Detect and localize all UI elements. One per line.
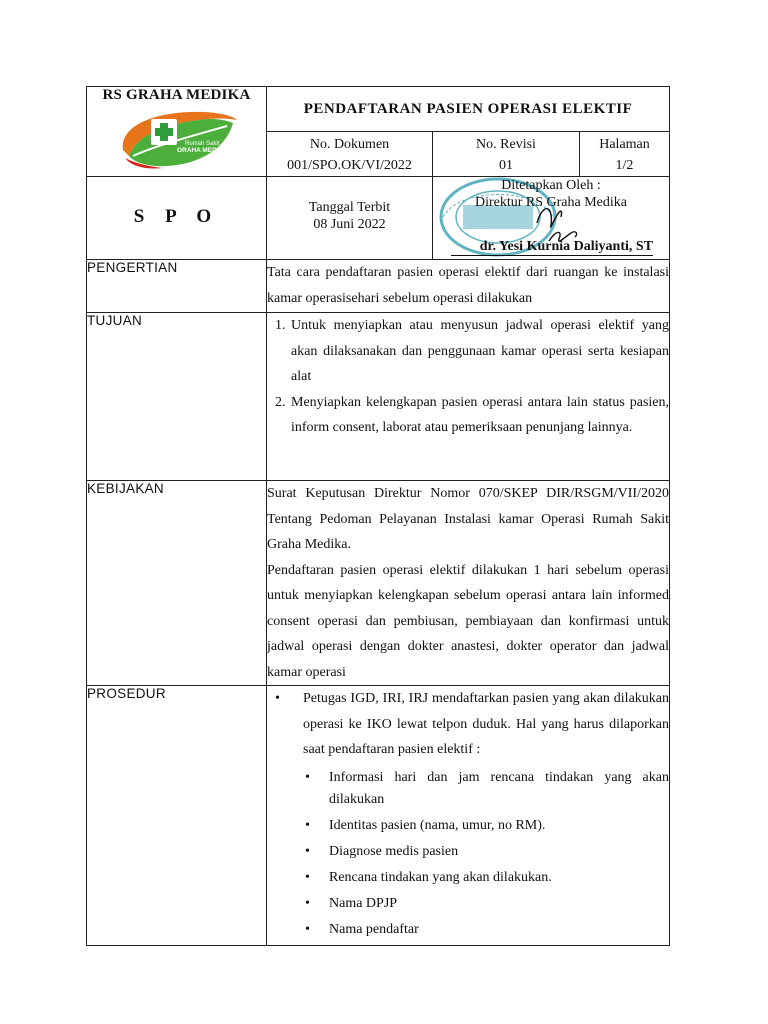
approver-position: Direktur RS Graha Medika <box>474 195 628 210</box>
list-item <box>273 686 669 941</box>
list-item: 1. Untuk menyiapkan atau menyusun jadwal operasi elektif yang akan dilaksanakan dan penggunaan kamar operasi serta kesiapan alat <box>289 313 669 390</box>
spo-table <box>86 86 670 946</box>
kebijakan-paragraph-2: Pendaftaran pasien operasi elektif dilakukan 1 hari sebelum operasi untuk menyiapkan kelengkapan sebelum operasi antara lain informed consent operasi dan pembiusan, pembiayaan dan konfirmasi untuk jadwal operasi dengan dokter anastesi, dokter operator dan jadwal kamar operasi <box>267 562 669 680</box>
prosedur-sublist <box>303 767 669 941</box>
revision-value: 01 <box>499 158 513 173</box>
kebijakan-label: KEBIJAKAN <box>87 481 267 686</box>
list-item: • Diagnose medis pasien <box>303 841 669 863</box>
pengertian-text: Tata cara pendaftaran pasien operasi elektif dari ruangan ke instalasi kamar operasisehari sebelum operasi dilakukan <box>267 265 669 306</box>
revision-label: No. Revisi <box>476 137 536 152</box>
list-item: • Informasi hari dan jam rencana tindakan yang akan dilakukan <box>303 767 669 811</box>
pengertian-content <box>267 260 670 313</box>
list-item: • Identitas pasien (nama, umur, no RM). <box>303 815 669 837</box>
hospital-cross-leaf-logo-icon <box>115 106 239 170</box>
page-value: 1/2 <box>615 158 634 173</box>
hospital-name: RS GRAHA MEDIKA <box>102 87 251 103</box>
spo-label: S P O <box>87 177 267 260</box>
pengertian-label: PENGERTIAN <box>87 260 267 313</box>
approval-cell <box>433 177 670 260</box>
tujuan-label: TUJUAN <box>87 313 267 481</box>
revision-cell <box>433 132 580 177</box>
hospital-identity-cell <box>87 87 267 177</box>
page-cell <box>580 132 670 177</box>
director-name: dr. Yesi Kurnia Daliyanti, ST <box>451 239 653 256</box>
kebijakan-content <box>267 481 670 686</box>
list-item: • Nama DPJP <box>303 893 669 915</box>
tujuan-list <box>267 313 669 441</box>
issue-date-cell <box>267 177 433 260</box>
list-item: • Nama pendaftar <box>303 919 669 941</box>
spo-document <box>86 86 669 946</box>
page-label: Halaman <box>599 137 650 152</box>
list-item: • Rencana tindakan yang akan dilakukan. <box>303 867 669 889</box>
document-title: PENDAFTARAN PASIEN OPERASI ELEKTIF <box>267 87 670 132</box>
prosedur-main-text: Petugas IGD, IRI, IRJ mendaftarkan pasien yang akan dilakukan operasi ke IKO lewat telpon duduk. Hal yang harus dilaporkan saat pendaftaran pasien elektif : <box>303 691 669 757</box>
kebijakan-paragraph-1: Surat Keputusan Direktur Nomor 070/SKEP DIR/RSGM/VII/2020 Tentang Pedoman Pelayanan Instalasi kamar Operasi Rumah Sakit Graha Medika. <box>267 486 669 552</box>
issue-date-label: Tanggal Terbit <box>308 200 391 215</box>
hospital-logo <box>87 104 266 170</box>
prosedur-content <box>267 686 670 946</box>
document-number-value: 001/SPO.OK/VI/2022 <box>287 158 412 173</box>
approved-by-label: Ditetapkan Oleh : <box>501 178 601 193</box>
document-number-label: No. Dokumen <box>309 137 390 152</box>
logo-line1: Rumah Sakit <box>184 141 219 147</box>
list-item: 2. Menyiapkan kelengkapan pasien operasi antara lain status pasien, inform consent, laborat atau pemeriksaan penunjang lainnya. <box>289 390 669 441</box>
issue-date-value: 08 Juni 2022 <box>313 217 386 232</box>
prosedur-label: PROSEDUR <box>87 686 267 946</box>
tujuan-content <box>267 313 670 481</box>
logo-line2: GRAHA MEDIKA <box>176 147 228 154</box>
prosedur-list <box>267 686 669 941</box>
document-number-cell <box>267 132 433 177</box>
